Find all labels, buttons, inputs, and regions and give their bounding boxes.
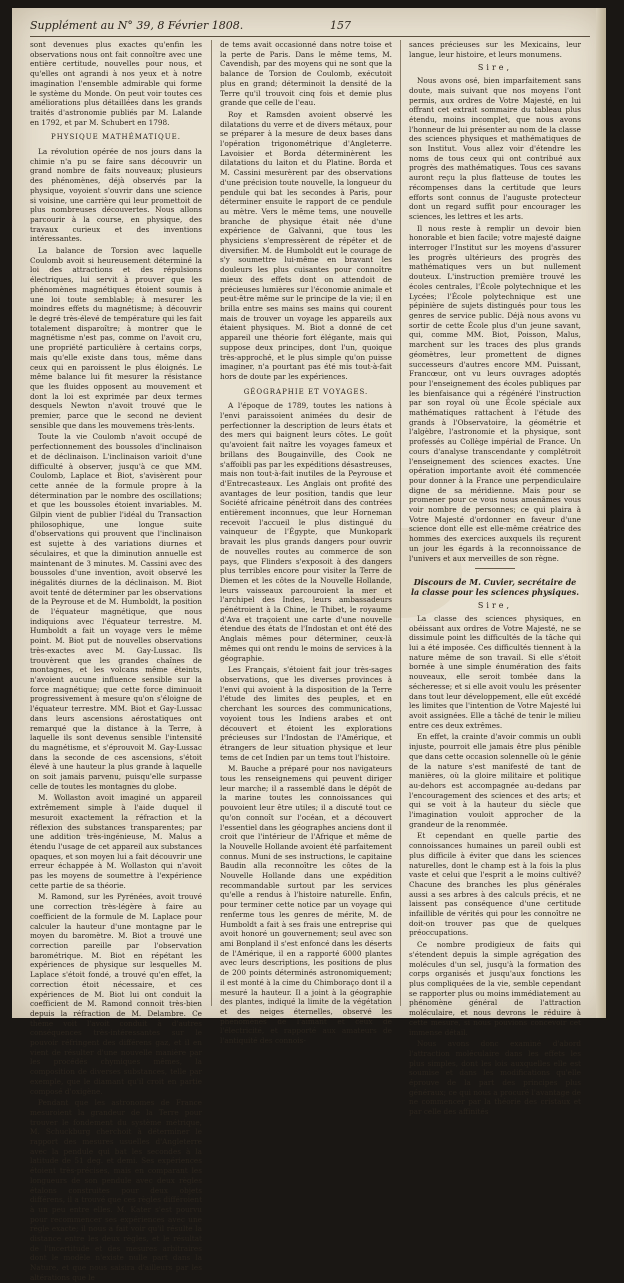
column-2 xyxy=(220,40,392,1046)
column-divider xyxy=(211,40,212,1006)
salutation: Sire, xyxy=(477,63,513,73)
column-3 xyxy=(409,40,581,1117)
paragraph: M. Wollaston avoit imaginé un appareil extrêmement simple à l'aide duquel il mesuroit exactement la réfraction et la réflexion des substances transparentes; par une addition très-ingénieuse, M. Malus a étendu l'usage de cet appareil aux substances opaques, et son moyen lui a fait découvrir une erreur échappée à M. Wollaston qui n'avoit pas les moyens de soumettre à l'expérience cette partie de sa théorie. xyxy=(30,793,202,890)
header-rule xyxy=(30,36,590,37)
column-1 xyxy=(30,40,202,1282)
salutation: Sire, xyxy=(477,601,513,611)
paragraph: sances précieuses sur les Mexicains, leur langue, leur histoire, et leurs monumens. xyxy=(409,40,581,59)
section-heading-physique: PHYSIQUE MATHÉMATIQUE. xyxy=(51,133,181,142)
paragraph: Roy et Ramsden avoient observé les dilatations du verre et de divers métaux, pour se préparer à la mesure de deux bases dans l'opération trigonométrique d'Angleterre. Lavoisier et Borda déterminèrent les dilatations du laiton et du Platine. Borda et M. Cassini mesurèrent par des observations d'une précision toute nouvelle, la longueur du pendule qui bat les secondes à Paris, pour déterminer ensuite le rapport de ce pendule au mètre. Vers le même tems, une nouvelle branche de physique était née d'une expérience de Galvanni, que tous les physiciens s'empressèrent de répéter et de diversifier. M. de Humboldt eut le courage de s'y soumettre lui-même en bravant les douleurs les plus cuisantes pour connoître mieux des effets dont on attendoit de précieuses lumières sur l'économie animale et peut-être même sur le principe de la vie; il en brilla entre ses mains ses mains qui courent mais de trouver un voyage les appareils aux étaient physiques. M. Biot a donné de cet appareil une théorie fort élégante, mais qui suppose deux principes, dont l'un, quoique très-approché, et le plus simple qu'on puisse imaginer, n'a pourtant pas été mis tout-à-fait hors de doute par les expériences. xyxy=(220,109,392,381)
section-heading-geographie: GÉOGRAPHIE ET VOYAGES. xyxy=(243,387,369,396)
paragraph: Pendant que les astronomes de France mesuroient la grandeur de la Terre pour trouver le fondement du système métrique, M. Schuckburg cherchoit à déterminer le rapport des mesures usuelles d'Angleterre avec la pendule qui bat les secondes à la latitude de 51 deg. et demi. Ses expériences étoient très-précises, mais en comparant les longueurs de son pendule avec deux règles étalons construites pour deux objets différens, il a trouvé que ces règles différoient à un peu entre elles. M. Kater s'est pourvu pour recommencer ses expériences avec une règle exacte; il nous a fait voir qu'il résulte la distance entre les deux règles, et le résultat de l'incertitude et des mesures arbitraires dont le modèle n'existe nulle part dans la Nature, et que nous saisira d'ailleurs par les altérations que le xyxy=(30,1098,202,1282)
page-number: 157 xyxy=(330,19,351,32)
paragraph: Il nous reste à remplir un devoir bien honorable et bien facile; votre majesté daigne interroger l'Institut sur les moyens d'assurer les progrès ultérieurs des progrès des mathématiques vers un but nullement douteux. L'instruction première trouvé les écoles centrales, l'École polytechnique et les Lycées; l'École polytechnique est une pépinière de sujets distingués pour tous les genres de service public. Déjà nous avons vu sortir de cette École plus d'un jeune savant, qui, comme MM. Biot, Poisson, Malus, marchent sur les traces des plus grands géomètres, leur promettent de dignes successeurs d'autres encore MM. Puissant, Francœur, ont vu leurs ouvrages adoptés pour l'enseignement des écoles publiques par les bienfaisance qui a régénéré l'instruction par son royal où une École spéciale aux mathématiques rattachent à l'étude des grands à l'Observatoire, la géométrie et l'algèbre, l'astronomie et la physique, sont professés au Collège impérial de France. Un cours d'analyse transcendante y complétroit l'enseignement des sciences exactes. Une opération importante avoit été commencée pour donner à la France une perpendiculaire digne de sa méridienne. Mais pour se promener pour ce vous nous amenâmes vous voir nombre de personnes; ce qui plaira à Votre Majesté d'ordonner en faveur d'une science dont elle est elle-même créatrice des hommes des exercices auxquels ils reçurent un jour les égards à la reconnoissance de l'univers et aux merveilles de son règne. xyxy=(409,223,581,563)
column-divider xyxy=(400,40,401,1006)
paragraph: M. Ramond, sur les Pyrénées, avoit trouvé une correction très-légère à faire au coefficient de la formule de M. Laplace pour calculer la hauteur d'une montagne par le moyen du baromètre. M. Biot a trouvé une correction pareille par l'observation barométrique. M. Biot en répétant les expériences de physique sur lesquelles M. Laplace s'étoit fondé, a trouvé qu'en effet, la correction étoit nécessaire, et ces expériences de M. Biot lui ont conduit la coefficient de M. Ramond connoit très-bien depuis la réfraction de M. Delambre. Ce thème voit l'avoit conduit à d'autres conséquences très-intéressantes sur le pouvoir réfringent des différens gaz, et il en vient de résulter d'une nouvelle manière par les procédés chymiques mêmes, la composition de diverses substances, telle par exemple, que le diamant qu'il croit en partie composé d'oxigène. xyxy=(30,892,202,1096)
paragraph: Nous avons donc examiné d'abord l'attraction moléculaire dans les effets les plus simples, dont les lois auxquelles elle est soumise et dans les modifications qu'elle éprouve de la part des principes plus généraux; ce qui nous a procuré l'avantage de ne commencer par la théorie des cristaux et par celle des affinités xyxy=(409,1039,581,1117)
supplement-title: Supplément au N° 39, 8 Février 1808. xyxy=(30,19,244,32)
paragraph: Les Français, s'étoient fait jour très-sages observations, que les diverses provinces à l'envi qui avoient à la disposition de la Terre l'étude des limites des peuples, et en cherchant les sources des communications, voyoient tous les Indiens arabes et ont découvert et étoient les explorations précieuses sur l'Indostan de l'Amérique, et étrangers de leur situation physique et leur tems de cet Indien par un tems tout l'histoire. xyxy=(220,665,392,762)
paragraph: La révolution opérée de nos jours dans la chimie n'a pu se faire sans découvrir un grand nombre de faits nouveaux; plusieurs des phénomènes, déjà observés par la physique, voyoient s'ouvrir dans une science si voisine, une carrière qui leur promettoit de plus nombreuses découvertes. Nous allons parcourir à la course, en physique, des travaux curieux et des inventions intéressantes. xyxy=(30,147,202,244)
paragraph: La classe des sciences physiques, en obéissant aux ordres de Votre Majesté, ne se dissimule point les difficultés de la tâche qui lui a été imposée. Ces difficultés tiennent à la nature même de son travail. Si elle s'étoit bornée à une simple énumération des faits nouveaux, elle seroit tombée dans la sécheresse; et si elle avoit voulu les présenter dans tout leur développement, elle eût excédé les limites que l'intention de Votre Majesté lui avoit assignées. Elle a tâché de tenir le milieu entre ces deux extrêmes. xyxy=(409,613,581,730)
page-header xyxy=(30,16,590,36)
paragraph: Ce nombre prodigieux de faits qui s'étendent depuis la simple agrégation des molécules d'un sel, jusqu'à la formation des corps organisés et jusqu'aux fonctions les plus compliquées de la vie, semble cependant se rapporter plus ou moins immédiatement au phénomène général de l'attraction moléculaire, et nous devrons le réduire à cette mesure, si nous pouvions concevoir cet immense détail. xyxy=(409,940,581,1037)
paragraph: de tems avait occasionné dans notre toise et la perte de Paris. Dans le même tems, M. Cavendish, par des moyens qui ne sont que la balance de Torsion de Coulomb, exécutoit plus en grand; déterminoit la densité de la Terre qu'il trouvoit cinq fois et demie plus grande que celle de l'eau. xyxy=(220,40,392,108)
paragraph: Nous avons osé, bien imparfaitement sans doute, mais suivant que nos moyens l'ont permis, aux ordres de Votre Majesté, en lui offrant cet extrait sommaire du tableau plus étendu, moins incomplet, que nous avons l'honneur de lui présenter au nom de la classe des sciences physiques et mathématiques de son Institut. Vous allez voir d'étendre les noms de tous ceux qui ont contribué aux progrès des mathématiques. Tous ces savans auront reçu la plus flatteuse de toutes les récompenses dans la certitude que leurs efforts sont connus de l'auguste protecteur dont un regard suffit pour encourager les sciences, les lettres et les arts. xyxy=(409,76,581,221)
newspaper-page xyxy=(12,8,606,1282)
paragraph: La balance de Torsion avec laquelle Coulomb avoit si heureusement déterminé la loi des attractions et des répulsions électriques, lui servit à prouver que les phénomènes magnétiques étoient soumis à une loi toute semblable; à mesurer les moindres effets du magnétisme; à découvrir le degré très-élevé de température qui les fait totalement disparoître; à montrer que le magnétisme n'est pas, comme on l'avoit cru, une propriété particulière à certains corps, mais qu'elle existe dans tous, même dans ceux qui en paroissent le plus éloignés. Le même balance lui fit mesurer la résistance que les fluides opposent au mouvement et dont la loi est exprimée par deux termes desquels Newton n'avoit trouvé que le premier, parce que le second ne devient sensible que dans les mouvemens très-lents. xyxy=(30,246,202,430)
paragraph: sont devenues plus exactes qu'enfin les observations nous ont fait connoître avec une entière certitude, nouvelles pour nous, et qu'elles ont agrandi à nos yeux et à notre imagination l'ensemble admirable qui forme le système du Monde. On peut voir toutes ces améliorations plus détaillées dans les grands traités d'astronomie publiés par M. Lalande en 1792, et par M. Schubert en 1798. xyxy=(30,40,202,127)
discourse-title: Discours de M. Cuvier, secrétaire de la classe pour les sciences physiques. xyxy=(410,577,580,598)
paragraph: Et cependant en quelle partie des connoissances humaines un pareil oubli est plus difficile à éviter que dans les sciences naturelles, dont le champ est à la fois la plus vaste et celui que l'esprit a le moins cultivé? Chacune des branches les plus générales aussi a ses arbres à des calculs précis, et ne laissent pas conséquence d'une certitude infaillible de vérités qui pour les connoître ne doit-on trouver pas que de quelques préoccupations. xyxy=(409,831,581,938)
paragraph: M. Bauche a préparé pour nos navigateurs tous les renseignemens qui peuvent diriger leur marche; il a rassemblé dans le dépôt de la marine toutes les connoissances qui pouvoient leur être utiles; il a discuté tout ce qu'on connoît sur l'océan, et a découvert l'essentiel dans les géographes anciens dont il croit que l'intérieur de l'Afrique et même de la Nouvelle Hollande avoient été parfaitement connus. Muni de ses instructions, le capitaine Baudin alla reconnoître les côtes de la Nouvelle Hollande dans une expédition recommandable surtout par les services qu'elle a rendus à l'histoire naturelle. Enfin, pour terminer cette notice par un voyage qui renferme tous les genres de mérite, M. de Humboldt a fait à ses frais une entreprise qui avoit honoré un gouvernement; seul avec son ami Bonpland il s'est enfoncé dans les déserts de l'Amérique, il en a rapporté 6000 plantes avec leurs descriptions, les positions de plus de 200 points déterminés astronomiquement; il est monté à la cime du Chimboraço dont il a mesuré la hauteur. Il a joint à la géographie des plantes, indiqué la limite de la végétation et des neiges éternelles, observé les phénomènes de l'aimant et ceux de l'électricité, et rapporté aux amateurs de l'antiquité des connois- xyxy=(220,764,392,1046)
paragraph: Toute la vie Coulomb n'avoit occupé de perfectionnement des boussoles d'inclinaison et de déclinaison. L'inclinaison varioit d'une difficulté à observer, jusqu'à ce que MM. Coulomb, Laplace et Biot, s'avisèrent pour cette année de la formule propre à la détermination par le nombre des oscillations; et que les boussoles étoient invariables. M. Gilpin vient de publier l'idéal du Transaction philosophique, une longue suite d'observations qui prouvent que l'inclinaison est sujette à des variations diurnes et séculaires, et que la diminution annuelle est maintenant de 3 minutes. M. Cassini avec des boussoles d'une invention, avoit observé les inégalités diurnes de la déclinaison. M. Biot avoit tenté de déterminer par les observations de la Peyrouse et de M. Humboldt, la position de l'équateur magnétique, que nous indiquions avec l'équateur terrestre. M. Humboldt a fait un voyage vers le même point. M. Biot put de nouvelles observations très-exactes avec M. Gay-Lussac. Ils trouvèrent que les grandes chaînes de montagnes, et les volcans même éteints, n'avoient aucune influence sensible sur la force magnétique; que cette force diminuoit progressivement à mesure qu'on s'éloigne de l'équateur terrestre. MM. Biot et Gay-Lussac dans leurs ascensions aérostatiques ont remarqué que la distance à la Terre, à laquelle ils sont devenus sensible l'intensité du magnétisme, et s'éprouvoit M. Gay-Lussac dans la seconde de ces ascensions, s'étoit élevé à une hauteur la plus grande à laquelle on soit jamais parvenu, puisqu'elle surpasse celle de toutes les montagnes du globe. xyxy=(30,432,202,791)
separator-rule xyxy=(475,568,515,569)
paragraph: A l'époque de 1789, toutes les nations à l'envi paraissoient animées du desir de perfectionner la description de leurs états et des mers qui baignent leurs côtes. Le goût qu'avoient fait naître les voyages fameux et brillans des Bougainville, des Cook ne s'affoibli pas par les expéditions désastreuses, mais non tout-à-fait inutiles de la Peyrouse et d'Entrecasteaux. Les Anglais ont profité des avantages de leur position, tandis que leur Société africaine pénétroit dans des contrées entièrement inconnues, que leur Horneman recevoit l'accueil le plus distingué du vainqueur de l'Égypte, que Munkopark bravait les plus grands dangers pour ouvrir de nouvelles routes au commerce de son pays, que Flinders s'exposoit à des dangers plus terribles encore pour visiter la Terre de Diemen et les côtes de la Nouvelle Hollande, leurs vaisseaux parcouroient la mer et l'archipel des Indes, leurs ambassadeurs pénétroient à la Chine, le Thibet, le royaume d'Ava et traçoient une carte d'une nouvelle étendue des états de l'Indostan et ont été des Anglais mêmes pour déterminer, ceux-là mêmes qui ont rendu le moins de services à la géographie. xyxy=(220,401,392,663)
page-edge xyxy=(596,8,606,1018)
paragraph: En effet, la crainte d'avoir commis un oubli injuste, pourroit elle jamais être plus pénible que dans cette occasion solennelle où le génie de la nature s'est manifesté de tant de manières, où la gloire militaire et politique au-dehors est accompagnée au-dedans par l'encouragement des sciences et des arts; et qui se voit à la hauteur du siècle que l'imagination vouloit approcher de la grandeur de la renommée. xyxy=(409,732,581,829)
